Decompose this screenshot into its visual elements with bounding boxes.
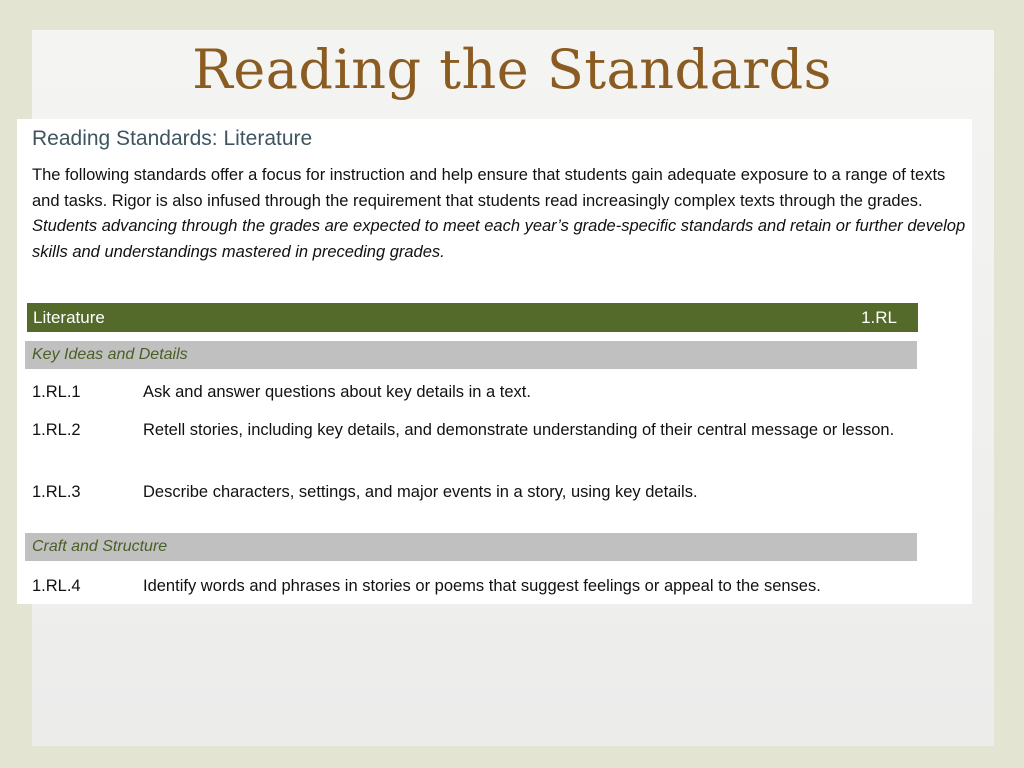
intro-italic-text: Students advancing through the grades are expected to meet each year’s grade-specific standards and retain or further develop skills and understandings mastered in preceding grades.: [32, 217, 966, 262]
standard-code: 1.RL.1: [32, 383, 81, 401]
standard-code: 1.RL.2: [32, 421, 81, 439]
section-header-key-ideas: [25, 341, 917, 369]
standard-text: Retell stories, including key details, and demonstrate understanding of their central message or lesson.: [143, 421, 895, 439]
slide-title: Reading the Standards: [192, 38, 832, 101]
strand-code: 1.RL: [861, 308, 897, 327]
section-title: Key Ideas and Details: [32, 346, 188, 363]
strand-header-bar: [27, 303, 918, 332]
section-title: Craft and Structure: [32, 538, 168, 555]
strand-label: Literature: [33, 308, 105, 327]
intro-regular-text: The following standards offer a focus for instruction and help ensure that students gain adequate exposure to a range of texts and tasks. Rigor is also infused through the requirement that students read increasingly complex texts through the grades.: [32, 166, 946, 210]
intro-paragraph: [32, 163, 967, 266]
standard-text: Ask and answer questions about key details in a text.: [143, 383, 531, 401]
section-header-craft-structure: [25, 533, 917, 561]
standard-text: Identify words and phrases in stories or poems that suggest feelings or appeal to the senses.: [143, 577, 821, 595]
standard-code: 1.RL.4: [32, 577, 81, 595]
standard-text: Describe characters, settings, and major events in a story, using key details.: [143, 483, 698, 501]
document-heading: Reading Standards: Literature: [32, 127, 313, 150]
standards-document-image: [17, 119, 972, 604]
standard-code: 1.RL.3: [32, 483, 81, 501]
